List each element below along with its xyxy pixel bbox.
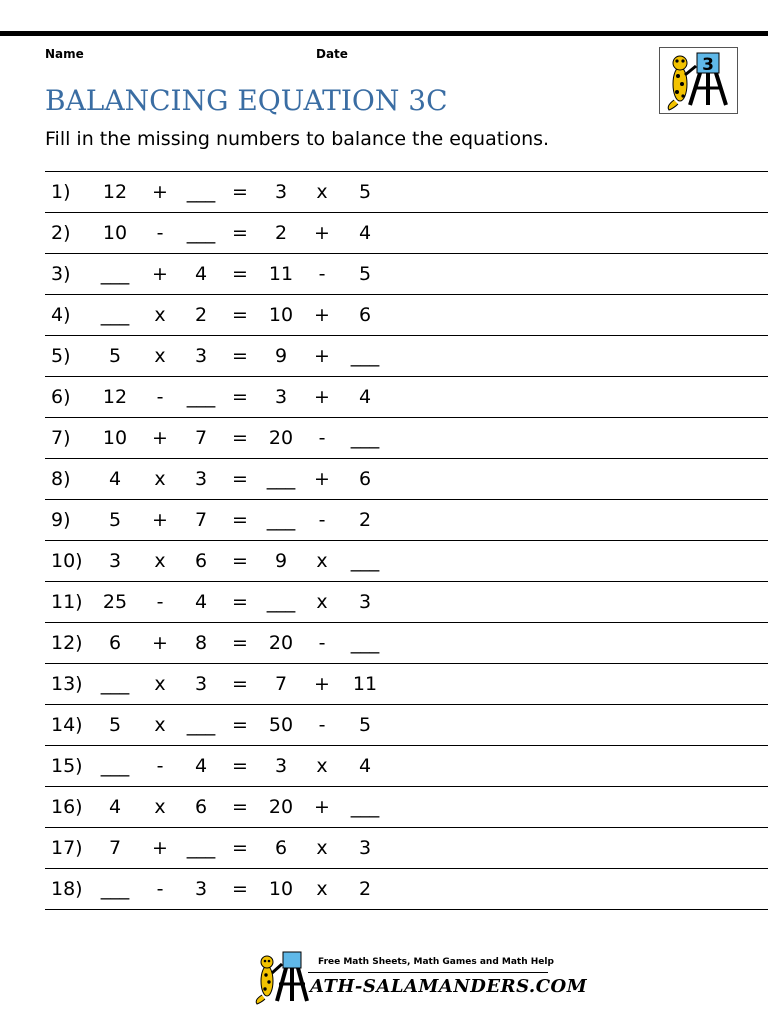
term-a: 7 (108, 837, 122, 859)
term-d: ___ (350, 427, 380, 449)
term-c: 11 (268, 263, 294, 285)
question-number: 5) (51, 345, 71, 367)
term-b: 6 (194, 796, 208, 818)
question-number: 11) (51, 591, 83, 613)
term-a: 5 (108, 509, 122, 531)
operator-right: + (314, 345, 330, 367)
equals-sign: = (232, 591, 248, 613)
operator-left: x (154, 673, 166, 695)
term-b: ___ (186, 837, 216, 859)
term-d: 6 (358, 468, 372, 490)
equals-sign: = (232, 345, 248, 367)
term-b: 6 (194, 550, 208, 572)
term-b: 7 (194, 509, 208, 531)
term-b: 4 (194, 263, 208, 285)
term-a: 5 (108, 345, 122, 367)
equals-sign: = (232, 263, 248, 285)
question-number: 3) (51, 263, 71, 285)
term-a: ___ (100, 263, 130, 285)
question-number: 15) (51, 755, 83, 777)
term-a: ___ (100, 673, 130, 695)
term-a: 4 (108, 468, 122, 490)
equation-row (45, 335, 768, 376)
operator-right: x (316, 181, 328, 203)
equals-sign: = (232, 673, 248, 695)
term-d: 5 (358, 714, 372, 736)
operator-right: x (316, 591, 328, 613)
equation-row (45, 827, 768, 868)
term-d: 3 (358, 837, 372, 859)
term-d: 5 (358, 181, 372, 203)
term-c: 10 (268, 878, 294, 900)
term-b: 3 (194, 468, 208, 490)
operator-right: - (318, 263, 326, 285)
operator-left: x (154, 304, 166, 326)
term-d: ___ (350, 345, 380, 367)
salamander-footer-logo-icon (249, 949, 319, 1005)
equation-row (45, 868, 768, 910)
term-b: ___ (186, 714, 216, 736)
term-c: 20 (268, 427, 294, 449)
term-b: 2 (194, 304, 208, 326)
logo-grade-digit: 3 (702, 55, 714, 75)
equals-sign: = (232, 755, 248, 777)
term-b: 7 (194, 427, 208, 449)
operator-left: + (152, 632, 168, 654)
page-title: BALANCING EQUATION 3C (45, 84, 448, 117)
question-number: 18) (51, 878, 83, 900)
operator-right: x (316, 755, 328, 777)
equals-sign: = (232, 181, 248, 203)
equals-sign: = (232, 796, 248, 818)
equation-row (45, 212, 768, 253)
equation-row (45, 458, 768, 499)
term-c: 9 (274, 345, 288, 367)
term-a: 6 (108, 632, 122, 654)
operator-left: x (154, 796, 166, 818)
instructions: Fill in the missing numbers to balance the equations. (45, 128, 550, 150)
name-label: Name (45, 47, 84, 61)
operator-left: - (156, 591, 164, 613)
operator-left: + (152, 181, 168, 203)
term-a: 5 (108, 714, 122, 736)
term-b: 4 (194, 755, 208, 777)
equals-sign: = (232, 509, 248, 531)
footer-tagline: Free Math Sheets, Math Games and Math Help (318, 957, 554, 967)
term-d: ___ (350, 632, 380, 654)
term-c: 20 (268, 796, 294, 818)
operator-left: - (156, 755, 164, 777)
term-c: 7 (274, 673, 288, 695)
term-d: 4 (358, 755, 372, 777)
question-number: 6) (51, 386, 71, 408)
footer-rule (308, 972, 548, 973)
equation-row (45, 745, 768, 786)
equals-sign: = (232, 222, 248, 244)
term-d: 6 (358, 304, 372, 326)
question-number: 14) (51, 714, 83, 736)
term-a: 10 (102, 222, 128, 244)
question-number: 16) (51, 796, 83, 818)
term-b: 3 (194, 673, 208, 695)
term-b: ___ (186, 181, 216, 203)
term-a: 12 (102, 386, 128, 408)
salamander-logo-icon (660, 48, 737, 113)
operator-right: x (316, 550, 328, 572)
term-a: 10 (102, 427, 128, 449)
operator-left: x (154, 345, 166, 367)
term-d: 5 (358, 263, 372, 285)
equals-sign: = (232, 304, 248, 326)
operator-left: x (154, 714, 166, 736)
term-c: 6 (274, 837, 288, 859)
equals-sign: = (232, 550, 248, 572)
operator-left: - (156, 222, 164, 244)
operator-right: - (318, 509, 326, 531)
term-a: ___ (100, 304, 130, 326)
term-d: 4 (358, 222, 372, 244)
equals-sign: = (232, 468, 248, 490)
term-a: 3 (108, 550, 122, 572)
equation-row (45, 294, 768, 335)
date-label: Date (316, 47, 348, 61)
term-b: 4 (194, 591, 208, 613)
equation-row (45, 540, 768, 581)
operator-left: x (154, 550, 166, 572)
question-number: 9) (51, 509, 71, 531)
term-a: ___ (100, 755, 130, 777)
term-b: 3 (194, 878, 208, 900)
equation-row (45, 704, 768, 745)
operator-left: - (156, 386, 164, 408)
equals-sign: = (232, 632, 248, 654)
operator-left: + (152, 837, 168, 859)
operator-right: - (318, 427, 326, 449)
question-number: 13) (51, 673, 83, 695)
equation-list (45, 171, 768, 910)
question-number: 7) (51, 427, 71, 449)
term-c: ___ (266, 509, 296, 531)
operator-left: + (152, 427, 168, 449)
term-c: 3 (274, 386, 288, 408)
operator-left: + (152, 509, 168, 531)
term-c: 20 (268, 632, 294, 654)
operator-right: + (314, 222, 330, 244)
equals-sign: = (232, 714, 248, 736)
equals-sign: = (232, 878, 248, 900)
term-d: 4 (358, 386, 372, 408)
operator-left: - (156, 878, 164, 900)
term-d: 3 (358, 591, 372, 613)
top-rule (0, 31, 768, 36)
question-number: 10) (51, 550, 83, 572)
equation-row (45, 499, 768, 540)
term-a: ___ (100, 878, 130, 900)
operator-right: + (314, 468, 330, 490)
term-d: 2 (358, 878, 372, 900)
term-a: 25 (102, 591, 128, 613)
term-c: 2 (274, 222, 288, 244)
equation-row (45, 663, 768, 704)
equation-row (45, 786, 768, 827)
term-b: 8 (194, 632, 208, 654)
term-d: 11 (352, 673, 378, 695)
term-c: 10 (268, 304, 294, 326)
operator-right: - (318, 714, 326, 736)
header-logo (659, 47, 738, 114)
question-number: 1) (51, 181, 71, 203)
operator-right: x (316, 878, 328, 900)
operator-right: + (314, 673, 330, 695)
term-c: ___ (266, 591, 296, 613)
term-c: 3 (274, 755, 288, 777)
term-b: ___ (186, 222, 216, 244)
question-number: 8) (51, 468, 71, 490)
term-b: 3 (194, 345, 208, 367)
equation-row (45, 376, 768, 417)
term-c: 50 (268, 714, 294, 736)
operator-left: x (154, 468, 166, 490)
term-d: ___ (350, 796, 380, 818)
term-c: ___ (266, 468, 296, 490)
equation-row (45, 253, 768, 294)
operator-right: x (316, 837, 328, 859)
equals-sign: = (232, 386, 248, 408)
equation-row (45, 581, 768, 622)
term-a: 4 (108, 796, 122, 818)
question-number: 2) (51, 222, 71, 244)
footer-site-name: ATH-SALAMANDERS.COM (310, 976, 588, 997)
term-c: 9 (274, 550, 288, 572)
term-c: 3 (274, 181, 288, 203)
operator-right: + (314, 386, 330, 408)
question-number: 12) (51, 632, 83, 654)
term-b: ___ (186, 386, 216, 408)
equals-sign: = (232, 427, 248, 449)
term-d: 2 (358, 509, 372, 531)
operator-left: + (152, 263, 168, 285)
operator-right: + (314, 796, 330, 818)
equation-row (45, 171, 768, 212)
equation-row (45, 622, 768, 663)
term-a: 12 (102, 181, 128, 203)
equation-row (45, 417, 768, 458)
question-number: 17) (51, 837, 83, 859)
operator-right: + (314, 304, 330, 326)
term-d: ___ (350, 550, 380, 572)
equals-sign: = (232, 837, 248, 859)
operator-right: - (318, 632, 326, 654)
question-number: 4) (51, 304, 71, 326)
